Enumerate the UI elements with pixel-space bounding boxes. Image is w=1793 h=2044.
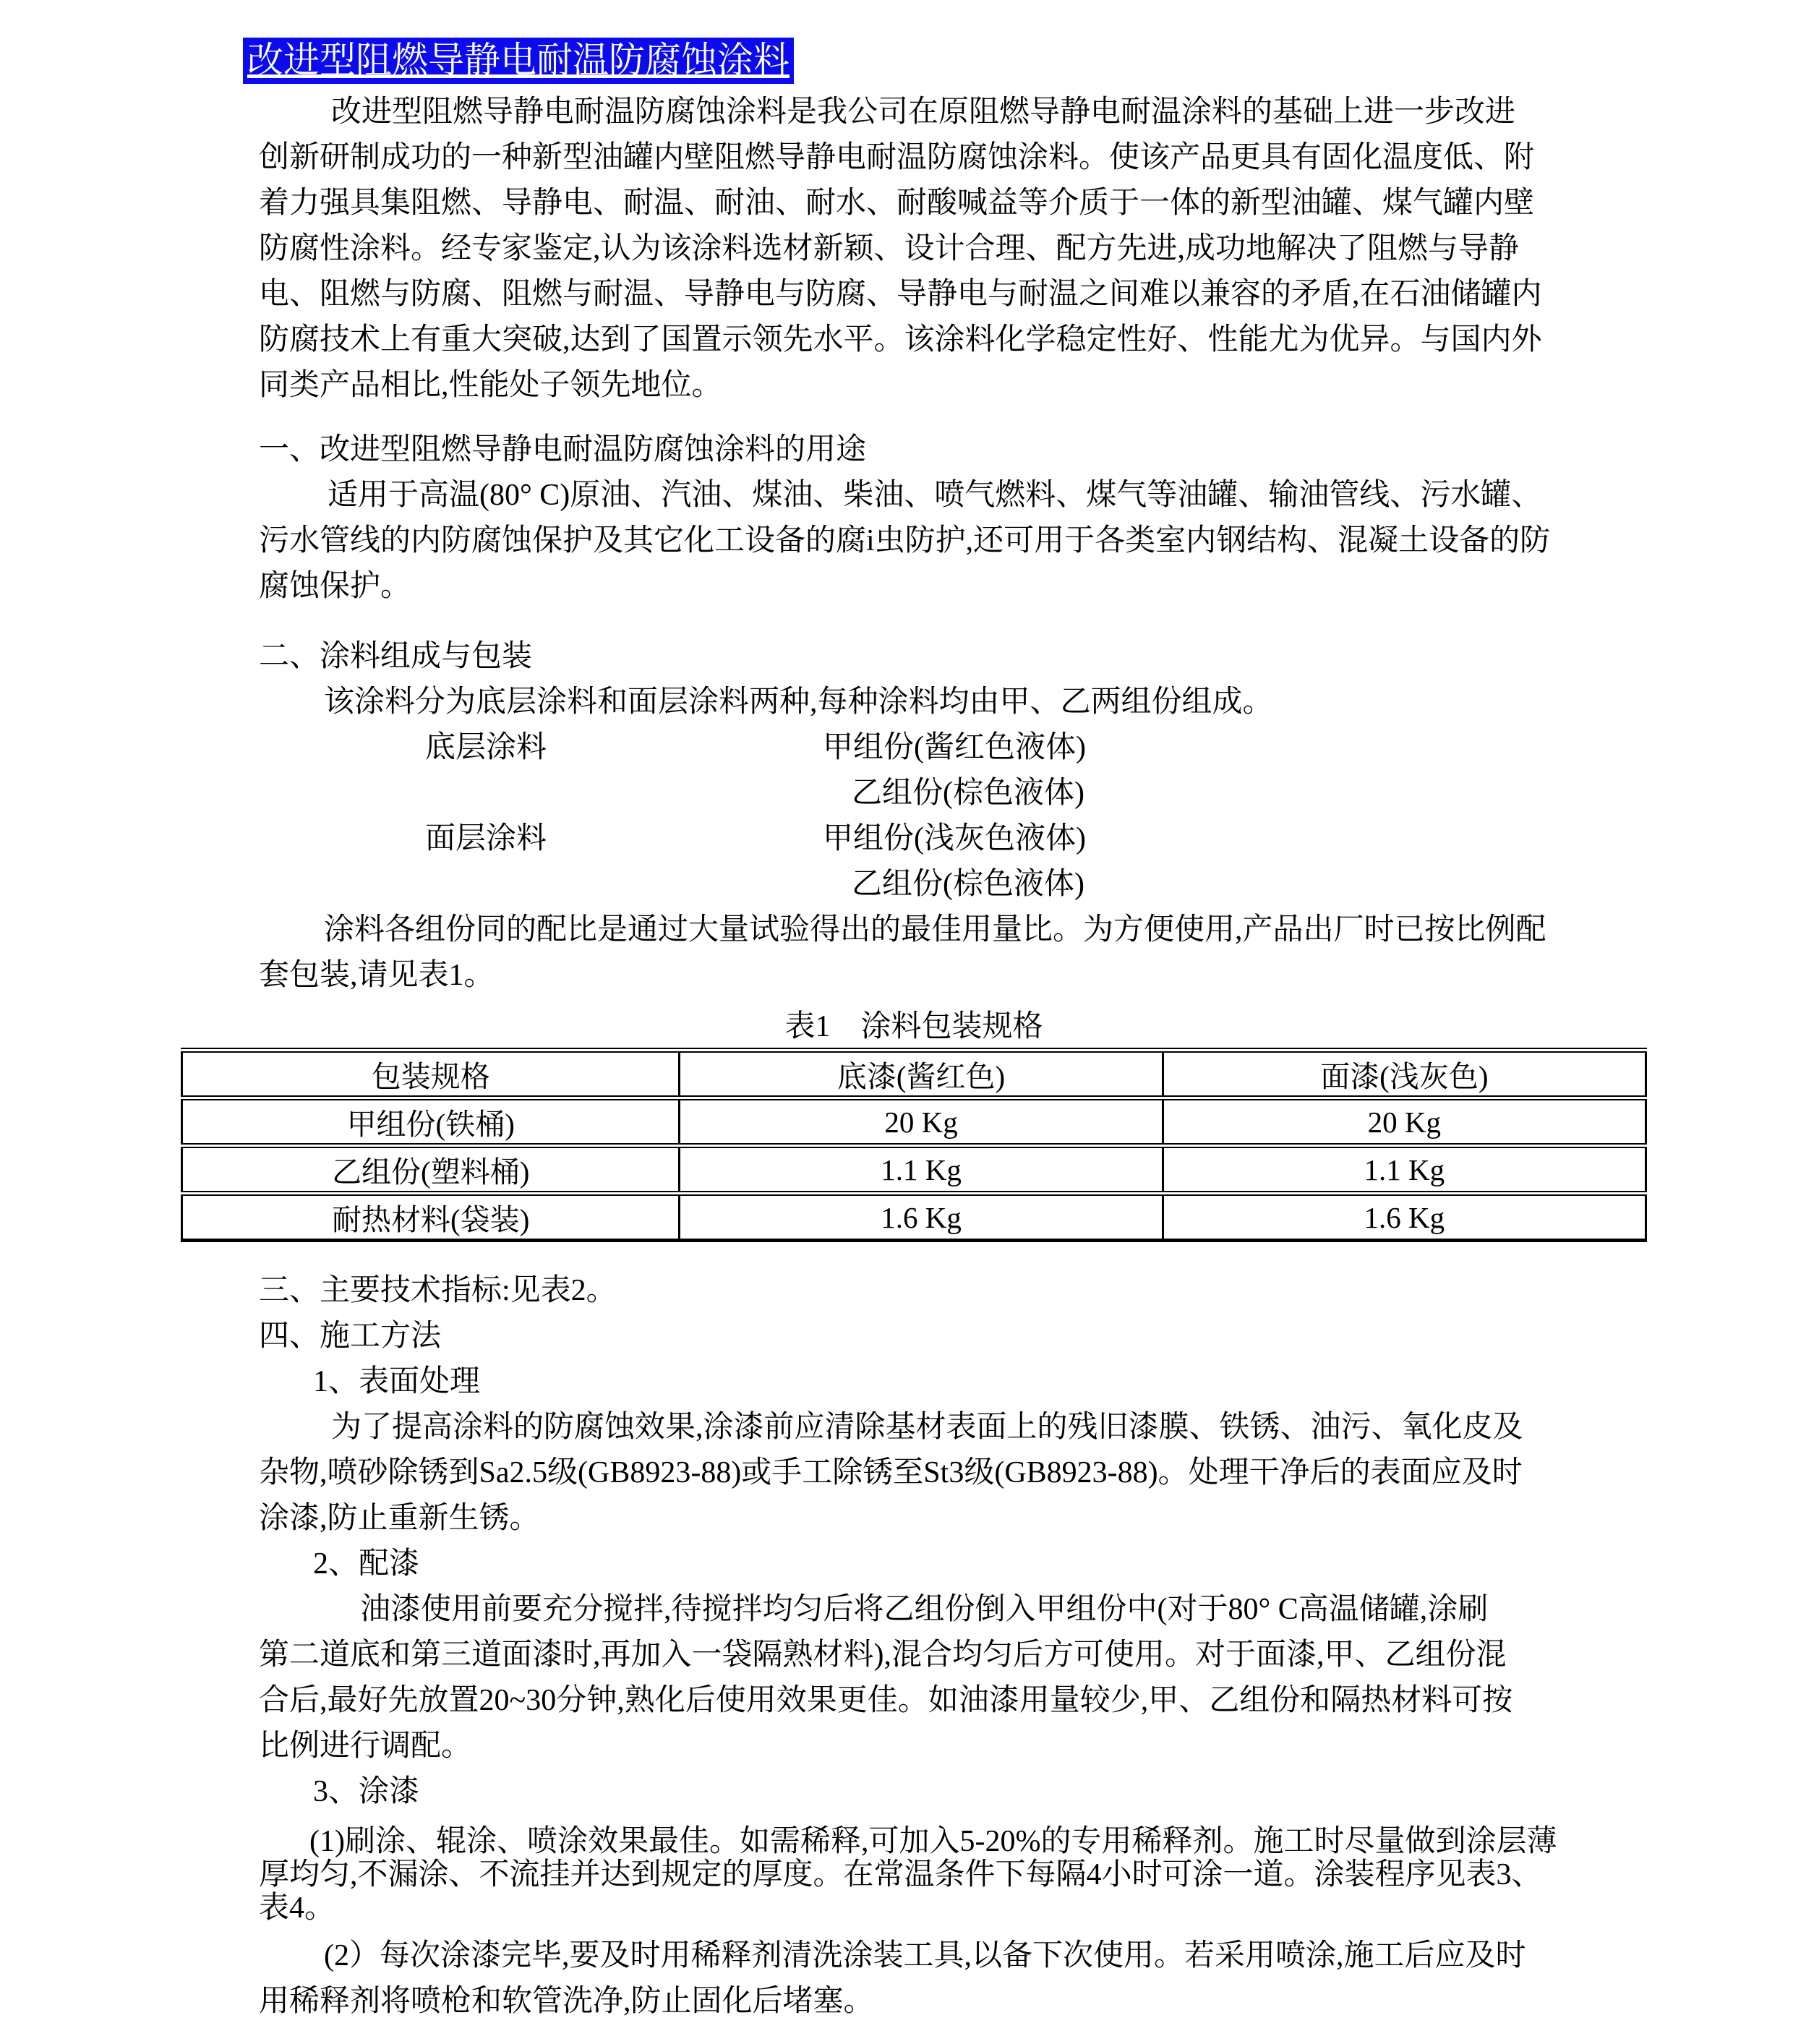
table-cell: 甲组份(铁桶)	[182, 1098, 680, 1146]
intro-line: 防腐性涂料。经专家鉴定,认为该涂料选材新颖、设计合理、配方先进,成功地解决了阻燃与导静	[259, 232, 1520, 265]
table-cell: 1.6 Kg	[680, 1194, 1163, 1241]
section1-line: 腐蚀保护。	[259, 570, 411, 603]
sub1-line: 杂物,喷砂除锈到Sa2.5级(GB8923-88)或手工除锈至St3级(GB8923-88)。处理干净后的表面应及时	[259, 1456, 1523, 1489]
sub3-para1-line: (1)刷涂、辊涂、喷涂效果最佳。如需稀释,可加入5-20%的专用稀释剂。施工时尽量做到涂层薄	[309, 1825, 1557, 1858]
table-cell: 20 Kg	[680, 1098, 1163, 1146]
component-part: 甲组份(酱红色液体)	[823, 731, 1086, 764]
section1-line: 污水管线的内防腐蚀保护及其它化工设备的腐i虫防护,还可用于各类室内钢结构、混凝土设备的防	[259, 524, 1551, 557]
table-row	[182, 1098, 1646, 1146]
intro-line: 电、阻燃与防腐、阻燃与耐温、导静电与防腐、导静电与耐温之间难以兼容的矛盾,在石油储罐内	[259, 278, 1542, 311]
intro-line: 同类产品相比,性能处子领先地位。	[259, 369, 722, 402]
table-row	[182, 1146, 1646, 1194]
component-coat-label: 底层涂料	[425, 731, 547, 764]
component-part: 乙组份(棕色液体)	[852, 777, 1084, 810]
table1-caption: 表1 涂料包装规格	[784, 1010, 1043, 1043]
intro-line: 改进型阻燃导静电耐温防腐蚀涂料是我公司在原阻燃导静电耐温涂料的基础上进一步改进	[331, 95, 1516, 129]
table-row	[182, 1194, 1646, 1241]
table-header-row	[182, 1051, 1646, 1098]
sub2-line: 油漆使用前要充分搅拌,待搅拌均匀后将乙组份倒入甲组份中(对于80° C高温储罐,涂刷	[360, 1593, 1489, 1626]
sub2-line: 合后,最好先放置20~30分钟,熟化后使用效果更佳。如油漆用量较少,甲、乙组份和隔热材料可按	[259, 1684, 1513, 1717]
component-coat-label: 面层涂料	[425, 822, 547, 855]
sub1-line: 涂漆,防止重新生锈。	[259, 1502, 540, 1535]
section2-heading: 二、涂料组成与包装	[259, 640, 533, 673]
section1-line: 适用于高温(80° C)原油、汽油、煤油、柴油、喷气燃料、煤气等油罐、输油管线、污水罐、	[328, 479, 1542, 512]
table-cell: 1.1 Kg	[680, 1146, 1163, 1194]
document-title: 改进型阻燃导静电耐温防腐蚀涂料	[243, 38, 794, 84]
table-cell: 20 Kg	[1163, 1098, 1646, 1146]
sub3-para2-line: (2）每次涂漆完毕,要及时用稀释剂清洗涂装工具,以备下次使用。若采用喷涂,施工后应及时	[324, 1939, 1526, 1972]
intro-line: 创新研制成功的一种新型油罐内壁阻燃导静电耐温防腐蚀涂料。使该产品更具有固化温度低、附	[259, 141, 1535, 174]
component-part: 乙组份(棕色液体)	[852, 868, 1084, 901]
component-part: 甲组份(浅灰色液体)	[823, 822, 1086, 855]
table-cell: 乙组份(塑料桶)	[182, 1146, 680, 1194]
section2-intro-line: 该涂料分为底层涂料和面层涂料两种,每种涂料均由甲、乙两组份组成。	[324, 685, 1273, 719]
sub3-para1-line: 表4。	[259, 1891, 335, 1925]
table-cell: 耐热材料(袋装)	[182, 1194, 680, 1241]
sub3-heading: 3、涂漆	[313, 1775, 420, 1808]
table-cell: 1.6 Kg	[1163, 1194, 1646, 1241]
section1-heading: 一、改进型阻燃导静电耐温防腐蚀涂料的用途	[259, 433, 867, 466]
packaging-table	[181, 1048, 1647, 1242]
section4-heading: 四、施工方法	[259, 1320, 442, 1353]
component-row	[259, 771, 1569, 816]
sub2-line: 第二道底和第三道面漆时,再加入一袋隔熟材料),混合均匀后方可使用。对于面漆,甲、乙组份混	[259, 1638, 1507, 1672]
sub3-para1-line: 厚均匀,不漏涂、不流挂并达到规定的厚度。在常温条件下每隔4小时可涂一道。涂装程序见表3、	[259, 1858, 1542, 1891]
table-cell: 1.1 Kg	[1163, 1146, 1646, 1194]
component-row	[259, 725, 1569, 771]
component-row	[259, 816, 1569, 862]
packaging-line: 套包装,请见表1。	[259, 959, 495, 992]
section3-heading: 三、主要技术指标:见表2。	[259, 1274, 617, 1307]
table-header-cell: 面漆(浅灰色)	[1163, 1051, 1646, 1098]
table-header-cell: 包装规格	[182, 1051, 680, 1098]
sub3-para2-line: 用稀释剂将喷枪和软管洗净,防止固化后堵塞。	[259, 1985, 874, 2018]
sub1-heading: 1、表面处理	[313, 1365, 481, 1398]
component-row	[259, 862, 1569, 907]
sub2-heading: 2、配漆	[313, 1547, 420, 1581]
table-header-cell: 底漆(酱红色)	[680, 1051, 1163, 1098]
packaging-line: 涂料各组份同的配比是通过大量试验得出的最佳用量比。为方便使用,产品出厂时已按比例配	[324, 913, 1546, 946]
sub2-line: 比例进行调配。	[259, 1729, 472, 1763]
packaging-table-block	[181, 1006, 1647, 1242]
intro-line: 着力强具集阻燃、导静电、耐温、耐油、耐水、耐酸喊益等介质于一体的新型油罐、煤气罐内壁	[259, 187, 1535, 220]
sub1-line: 为了提高涂料的防腐蚀效果,涂漆前应清除基材表面上的残旧漆膜、铁锈、油污、氧化皮及	[331, 1411, 1523, 1444]
intro-line: 防腐技术上有重大突破,达到了国置示领先水平。该涂料化学稳定性好、性能尤为优异。与国内外	[259, 323, 1542, 356]
